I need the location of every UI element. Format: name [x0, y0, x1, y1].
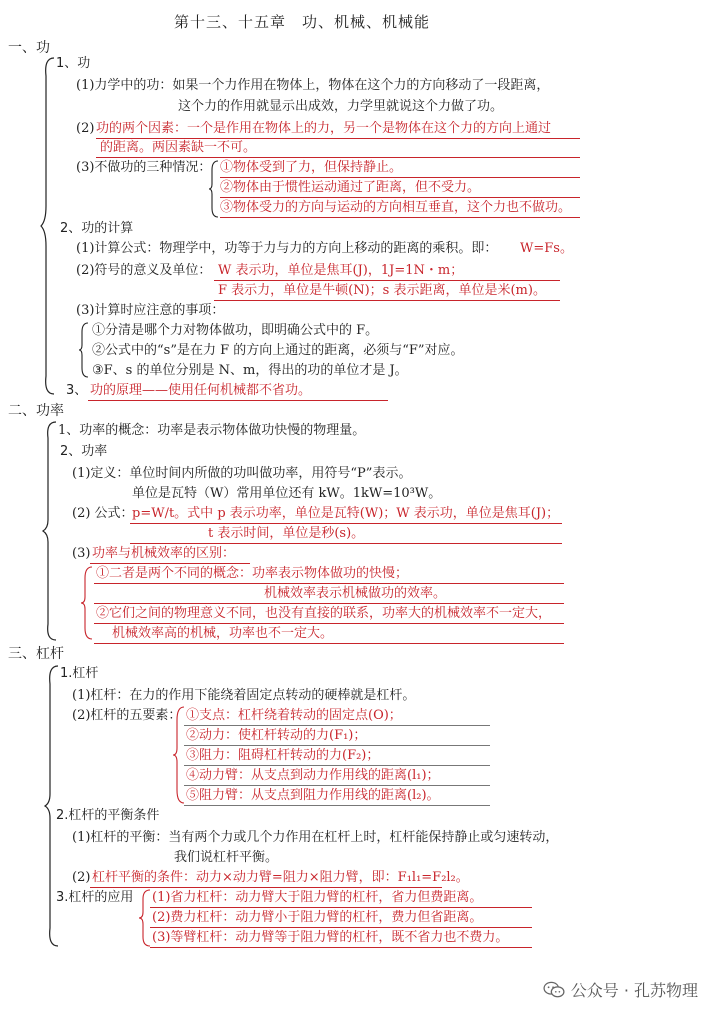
underline: [96, 138, 580, 139]
underline: [130, 523, 562, 524]
subheading-work-calc: 2、功的计算: [60, 221, 134, 236]
underline: [184, 785, 490, 786]
underline: [184, 725, 490, 726]
symbol-meaning-line2: F 表示力，单位是牛顿(N)；s 表示距离，单位是米(m)。: [218, 283, 546, 298]
symbol-meaning-label: (2)符号的意义及单位：: [76, 263, 212, 278]
underline: [214, 280, 560, 281]
section-heading-lever: 三、杠杆: [8, 646, 64, 662]
power-definition: (1)定义：单位时间内所做的功叫做功率，用符号“P”表示。: [72, 466, 412, 481]
underline: [220, 197, 580, 198]
underline: [94, 603, 564, 604]
work-definition-line2: 这个力的作用就显示出成效，力学里就说这个力做了功。: [178, 99, 504, 114]
underline: [220, 177, 580, 178]
power-formula-label: (2) 公式：: [72, 506, 134, 521]
watermark: [543, 978, 698, 1001]
symbol-meaning-line1: W 表示功，单位是焦耳(J)，1J=1N・m；: [218, 263, 464, 278]
lever-balance-line1: (1)杠杆的平衡：当有两个力或几个力作用在杠杆上时，杠杆能保持静止或匀速转动，: [72, 830, 559, 845]
brace-section-2: [42, 420, 58, 642]
underline: [184, 805, 490, 806]
power-formula-line1: p=W/t。式中 p 表示功率，单位是瓦特(W)；W 表示功，单位是焦耳(J)；: [132, 506, 560, 521]
power-efficiency-diff-1a: ①二者是两个不同的概念：功率表示物体做功的快慢；: [96, 566, 409, 581]
lever-type-force-saving: (1)省力杠杆：动力臂大于阻力臂的杠杆，省力但费距离。: [152, 890, 483, 905]
lever-definition: (1)杠杆：在力的作用下能绕着固定点转动的硬棒就是杠杆。: [72, 688, 416, 703]
work-formula: W=Fs。: [520, 241, 573, 256]
watermark-text: 公众号 · 孔苏物理: [570, 981, 698, 1000]
underline: [88, 400, 388, 401]
wechat-icon: [543, 981, 565, 999]
underline: [90, 887, 442, 888]
subheading-work-principle: 3、: [66, 383, 88, 398]
power-efficiency-prefix: (3): [72, 546, 91, 561]
calc-note-2: ②公式中的“s”是在力 F 的方向上通过的距离，必须与“F”对应。: [92, 343, 464, 358]
underline: [220, 217, 580, 218]
lever-element-fulcrum: ①支点：杠杆绕着转动的固定点(O)；: [186, 708, 402, 723]
lever-element-load: ③阻力：阻碍杠杆转动的力(F₂)；: [186, 748, 380, 763]
lever-balance-condition-prefix: (2): [72, 870, 91, 885]
calc-note-1: ①分清是哪个力对物体做功，即明确公式中的 F。: [92, 323, 379, 338]
no-work-cases-label: (3)不做功的三种情况：: [76, 160, 212, 175]
underline: [130, 543, 562, 544]
underline: [150, 947, 532, 948]
subheading-lever: 1.杠杆: [60, 666, 99, 681]
subheading-lever-balance: 2.杠杆的平衡条件: [56, 808, 160, 823]
work-definition-line1: (1)力学中的功：如果一个力作用在物体上，物体在这个力的方向移动了一段距离，: [76, 78, 550, 93]
underline: [150, 907, 532, 908]
underline: [184, 745, 490, 746]
work-factors-line2: 的距离。两因素缺一不可。: [100, 140, 257, 155]
brace-no-work: [208, 160, 220, 218]
subheading-work: 1、功: [56, 56, 91, 71]
underline: [94, 623, 564, 624]
power-efficiency-diff-2b: 机械效率高的机械，功率也不一定大。: [112, 626, 334, 641]
calc-note-3: ③F、s 的单位分别是 N、m，得出的功的单位才是 J。: [92, 363, 408, 378]
work-formula-text: (1)计算公式：物理学中，功等于力与力的方向上移动的距离的乘积。即：: [76, 241, 498, 256]
page-title: 第十三、十五章 功、机械、机械能: [174, 13, 431, 31]
underline: [94, 583, 564, 584]
power-efficiency-diff-1b: 机械效率表示机械做功的效率。: [264, 586, 447, 601]
no-work-case-1: ①物体受到了力，但保持静止。: [220, 160, 403, 175]
lever-element-load-arm: ⑤阻力臂：从支点到阻力作用线的距离(l₂)。: [186, 788, 440, 803]
lever-type-force-costing: (2)费力杠杆：动力臂小于阻力臂的杠杆，费力但省距离。: [152, 910, 483, 925]
subheading-power: 2、功率: [60, 444, 108, 459]
brace-calc-notes: [78, 322, 90, 378]
brace-power-efficiency: [80, 566, 94, 640]
lever-element-effort: ②动力：使杠杆转动的力(F₁)；: [186, 728, 367, 743]
brace-section-1: [40, 56, 56, 396]
lever-element-effort-arm: ④动力臂：从支点到动力作用线的距离(l₁)；: [186, 768, 440, 783]
lever-balance-condition: 杠杆平衡的条件：动力×动力臂=阻力×阻力臂，即：F₁l₁=F₂l₂。: [92, 870, 469, 885]
lever-elements-label: (2)杠杆的五要素：: [72, 708, 182, 723]
underline: [94, 643, 564, 644]
underline: [150, 927, 532, 928]
subheading-lever-applications: 3.杠杆的应用: [56, 890, 134, 905]
lever-balance-line2: 我们说杠杆平衡。: [174, 850, 279, 865]
underline: [214, 300, 560, 301]
power-unit: 单位是瓦特（W）常用单位还有 kW。1kW=10³W。: [132, 486, 442, 501]
section-heading-work: 一、功: [8, 40, 50, 56]
underline: [96, 157, 580, 158]
work-factors-line1: 功的两个因素：一个是作用在物体上的力，另一个是物体在这个力的方向上通过: [96, 121, 552, 136]
power-efficiency-heading: 功率与机械效率的区别：: [92, 546, 236, 561]
section-heading-power: 二、功率: [8, 403, 64, 419]
power-formula-line2: t 表示时间，单位是秒(s)。: [208, 526, 365, 541]
underline: [90, 563, 250, 564]
brace-lever-elements: [172, 706, 186, 804]
no-work-case-2: ②物体由于惯性运动通过了距离，但不受力。: [220, 180, 481, 195]
power-efficiency-diff-2a: ②它们之间的物理意义不同，也没有直接的联系，功率大的机械效率不一定大，: [96, 606, 552, 621]
calc-notes-label: (3)计算时应注意的事项：: [76, 303, 225, 318]
power-concept: 1、功率的概念：功率是表示物体做功快慢的物理量。: [58, 423, 366, 438]
underline: [184, 765, 490, 766]
lever-type-equal-arm: (3)等臂杠杆：动力臂等于阻力臂的杠杆，既不省力也不费力。: [152, 930, 509, 945]
work-factors-prefix: (2): [76, 121, 95, 136]
no-work-case-3: ③物体受力的方向与运动的方向相互垂直，这个力也不做功。: [220, 200, 572, 215]
brace-lever-applications: [138, 889, 152, 947]
work-principle: 功的原理——使用任何机械都不省功。: [90, 383, 312, 398]
